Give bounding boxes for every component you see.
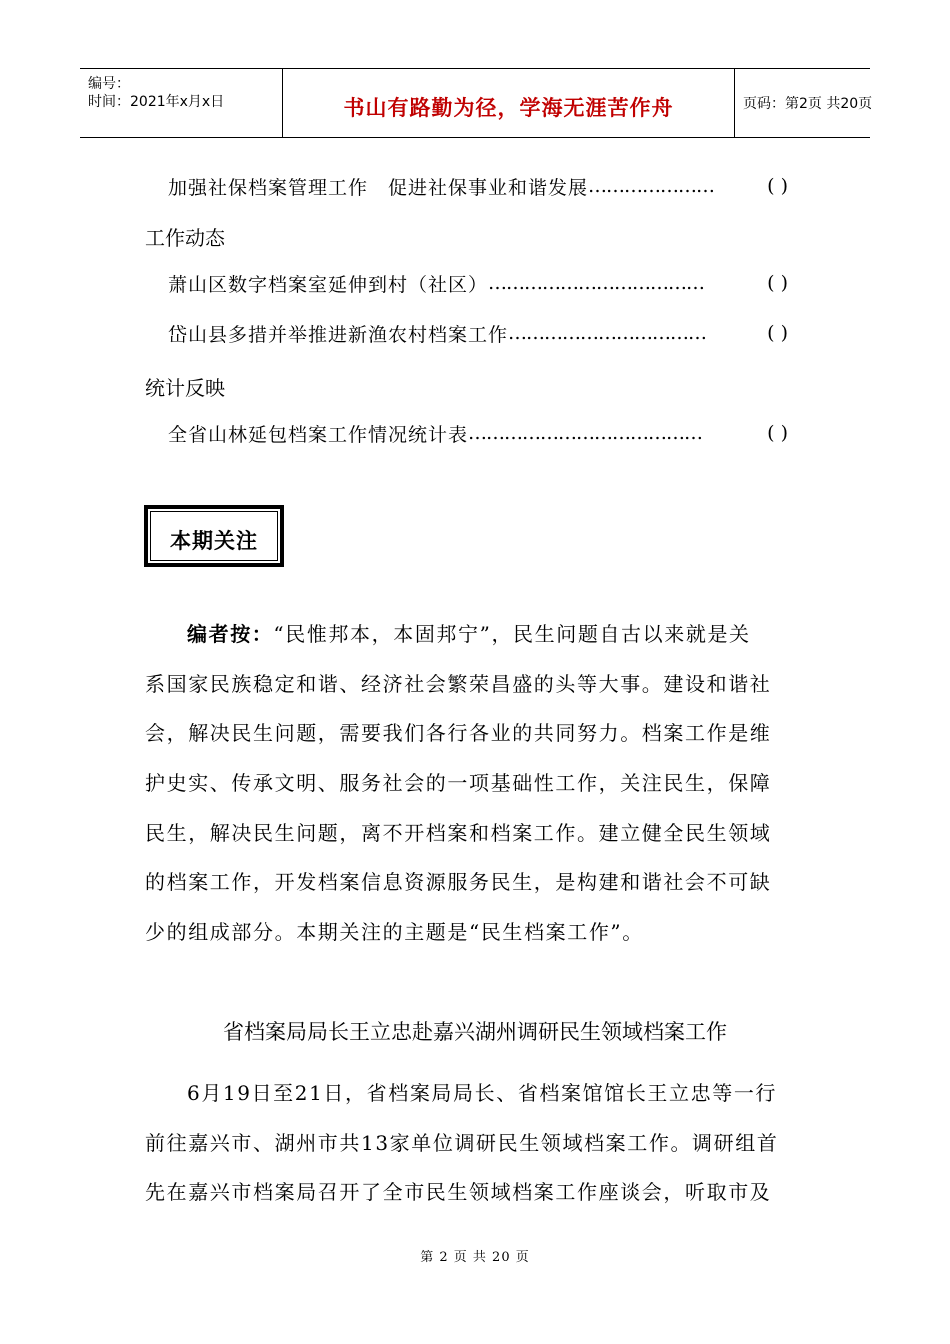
editor-note-line: 系国家民族稳定和谐、经济社会繁荣昌盛的头等大事。建设和谐社 [145, 671, 772, 696]
page-footer: 第 2 页 共 20 页 [420, 1250, 530, 1265]
header-motto: 书山有路勤为径，学海无涯苦作舟 [343, 96, 674, 120]
header-page-info: 页码：第2页 共20页 [743, 96, 873, 112]
toc-section-heading: 工作动态 [145, 226, 225, 250]
toc-item-title: 岱山县多措并举推进新渔农村档案工作 [168, 323, 509, 346]
toc-section-heading: 统计反映 [145, 376, 225, 400]
toc-item-leader: ………………… [588, 175, 715, 197]
number-label: 编号： [88, 76, 130, 92]
focus-box [144, 505, 284, 567]
focus-label: 本期关注 [170, 529, 258, 553]
editor-note-line: 护史实、传承文明、服务社会的一项基础性工作，关注民生，保障 [145, 771, 772, 796]
editor-note-line: 民生，解决民生问题，离不开档案和档案工作。建立健全民生领域 [145, 820, 772, 845]
editor-note [145, 610, 805, 958]
toc-item-page: ( ) [767, 272, 788, 294]
header-middle-cell [283, 69, 735, 137]
toc-item-title: 加强社保档案管理工作 促进社保事业和谐发展 [168, 176, 589, 199]
toc-item [168, 171, 788, 201]
editor-note-label: 编者按： [187, 622, 274, 646]
editor-note-line: 的档案工作，开发档案信息资源服务民生，是构建和谐社会不可缺 [145, 870, 772, 895]
editor-note-line: 会，解决民生问题，需要我们各行各业的共同努力。档案工作是维 [145, 721, 772, 746]
toc-item-leader: ………………………………… [468, 422, 703, 444]
header-right-cell [735, 69, 873, 137]
toc-item-title: 萧山区数字档案室延伸到村（社区） [168, 273, 489, 296]
article-body [145, 1069, 805, 1218]
toc-item-page: ( ) [767, 175, 788, 197]
article-title: 省档案局局长王立忠赴嘉兴湖州调研民生领域档案工作 [223, 1020, 727, 1044]
header-left-cell [80, 69, 283, 137]
editor-note-line: 少的组成部分。本期关注的主题是“民生档案工作”。 [145, 920, 644, 945]
page-header [80, 68, 873, 138]
article-line: 6月19日至21日，省档案局局长、省档案馆馆长王立忠等一行 [187, 1081, 778, 1105]
article-line: 先在嘉兴市档案局召开了全市民生领域档案工作座谈会，听取市及 [145, 1180, 772, 1205]
editor-note-line [145, 610, 805, 660]
toc-item-leader: ……………………………… [488, 272, 705, 294]
toc-item [168, 318, 788, 348]
toc-item-leader: …………………………… [508, 322, 707, 344]
toc-item [168, 268, 788, 298]
toc-item-title: 全省山林延包档案工作情况统计表 [168, 423, 469, 446]
editor-note-text: “民惟邦本，本固邦宁”，民生问题自古以来就是关 [273, 622, 751, 646]
time-label: 时间：2021年x月x日 [88, 94, 225, 110]
toc-item-page: ( ) [767, 322, 788, 344]
toc-item-page: ( ) [767, 422, 788, 444]
article-line: 前往嘉兴市、湖州市共13家单位调研民生领域档案工作。调研组首 [145, 1130, 779, 1155]
toc-item [168, 418, 788, 448]
